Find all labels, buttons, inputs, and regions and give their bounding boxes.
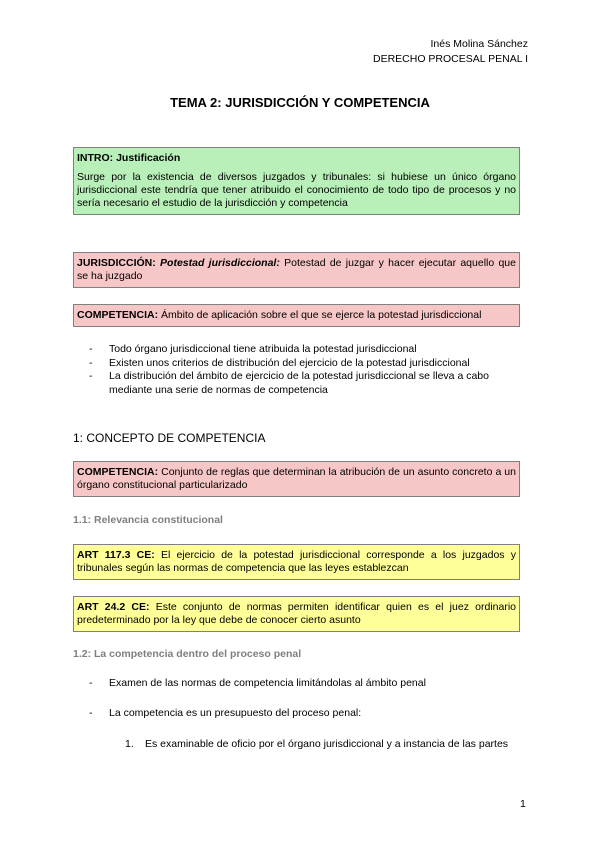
definition-text: Conjunto de reglas que determinan la atribución de un asunto concreto a un órgano constitucional particularizado <box>77 466 516 491</box>
art24-label: ART 24.2 CE: <box>77 601 150 613</box>
art117-box <box>73 544 520 580</box>
bullet-dash: - <box>89 706 93 719</box>
bullet-dash: - <box>89 343 93 355</box>
intro-box <box>73 147 520 215</box>
item-number: 1. <box>125 738 134 750</box>
numbered-list-item <box>73 737 520 751</box>
intro-text: Surge por la existencia de diversos juzgados y tribunales: si hubiese un único órgano jurisdiccional este tendría que tener atribuido el conocimiento de todo tipo de procesos y no sería necesario el estudio de la jurisdicción y competencia <box>77 171 516 209</box>
definition-label: COMPETENCIA: <box>77 466 159 478</box>
jurisdiccion-label: JURISDICCIÓN: <box>77 257 156 269</box>
list-item: - Todo órgano jurisdiccional tiene atribuida la potestad jurisdiccional <box>89 343 417 355</box>
section1-heading: 1: CONCEPTO DE COMPETENCIA <box>73 431 266 445</box>
page-number: 1 <box>520 798 526 810</box>
numbered-list <box>73 737 520 751</box>
author-name: Inés Molina Sánchez <box>430 38 528 50</box>
competencia-label: COMPETENCIA: <box>77 309 159 321</box>
bullet-dash: - <box>89 370 93 382</box>
art24-box <box>73 596 520 632</box>
subsection-1-2-heading: 1.2: La competencia dentro del proceso penal <box>73 648 302 660</box>
list-item: - Examen de las normas de competencia limitándolas al ámbito penal <box>89 677 426 689</box>
bullet-dash: - <box>89 677 93 689</box>
document-header <box>373 37 528 67</box>
jurisdiccion-box <box>73 252 520 288</box>
art117-label: ART 117.3 CE: <box>77 549 155 561</box>
section1-bullet-list <box>73 677 520 720</box>
intro-bullet-list <box>73 343 520 397</box>
jurisdiccion-term: Potestad jurisdiccional: <box>160 257 280 269</box>
subsection-1-1-heading: 1.1: Relevancia constitucional <box>73 514 223 526</box>
bullet-dash: - <box>89 356 93 369</box>
competencia-text: Ámbito de aplicación sobre el que se ejerce la potestad jurisdiccional <box>158 309 482 321</box>
list-item: - La competencia es un presupuesto del proceso penal: <box>89 706 362 719</box>
competencia-box <box>73 304 520 327</box>
subject-name: DERECHO PROCESAL PENAL I <box>372 53 528 65</box>
item-text: Es examinable de oficio por el órgano jurisdiccional y a instancia de las partes <box>145 738 509 750</box>
competencia-definition-box <box>73 461 520 497</box>
art24-text: Este conjunto de normas permiten identificar quien es el juez ordinario predeterminado por la ley que debe de conocer cierto asunto <box>77 601 516 626</box>
art117-text: El ejercicio de la potestad jurisdiccional corresponde a los juzgados y tribunales según las normas de competencia que las leyes establezcan <box>77 549 516 574</box>
list-item: - La distribución del ámbito de ejercicio de la potestad jurisdiccional se lleva a cabo mediante una serie de normas de competencia <box>89 370 489 396</box>
list-item: - Existen unos criterios de distribución del ejercicio de la potestad jurisdiccional <box>89 356 470 369</box>
page-title: TEMA 2: JURISDICCIÓN Y COMPETENCIA <box>170 95 430 110</box>
intro-heading: INTRO: Justificación <box>77 152 181 164</box>
jurisdiccion-text: Potestad de juzgar y hacer ejecutar aquello que se ha juzgado <box>77 257 516 282</box>
